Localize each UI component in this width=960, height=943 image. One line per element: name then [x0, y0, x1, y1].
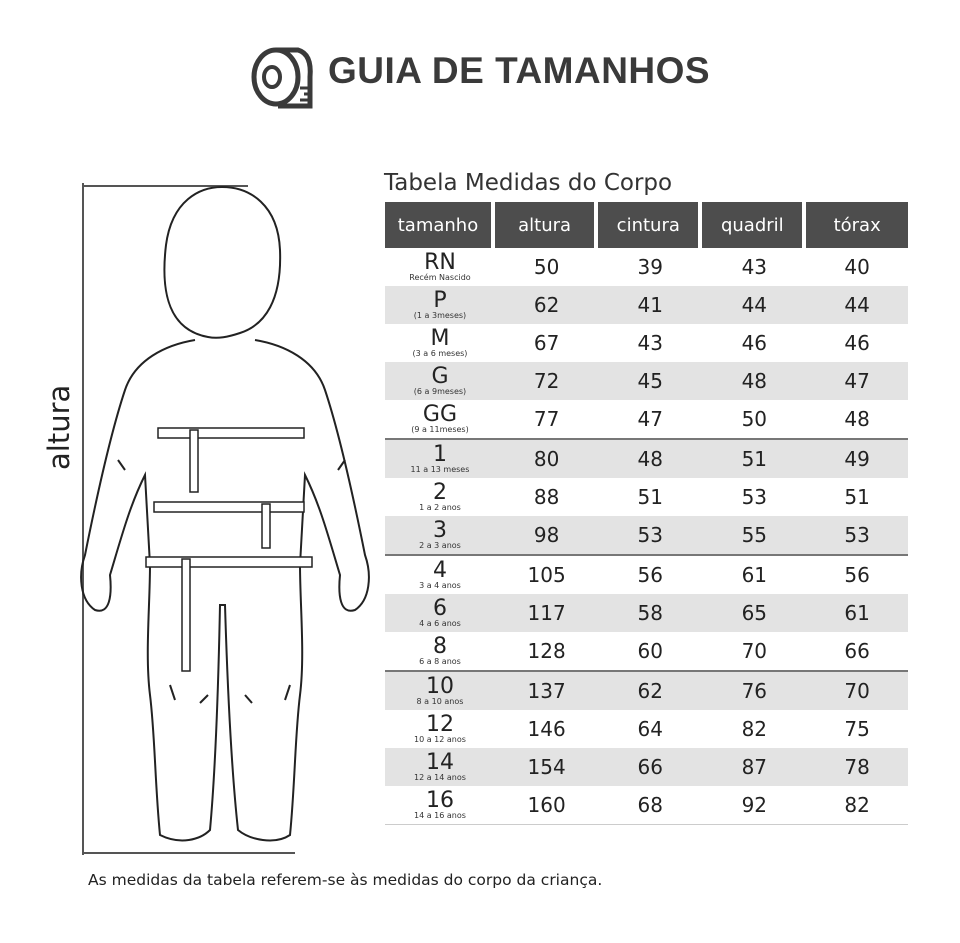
altura-value: 77	[533, 407, 560, 431]
table-row	[385, 594, 908, 632]
size-age-range: 10 a 12 anos	[414, 735, 466, 744]
table-row	[385, 710, 908, 748]
size-age-range: (3 a 6 meses)	[412, 349, 468, 358]
size-cell	[385, 710, 495, 748]
quadril-value: 46	[741, 331, 768, 355]
quadril-value: 82	[741, 717, 768, 741]
torax-value: 44	[806, 286, 908, 324]
quadril-value: 50	[741, 407, 768, 431]
table-row	[385, 786, 908, 825]
torax-value: 53	[806, 516, 908, 554]
quadril-value: 87	[702, 748, 806, 786]
header	[0, 40, 960, 110]
size-label: 8	[432, 634, 447, 659]
size-cell	[385, 400, 495, 438]
cintura-value: 48	[598, 438, 702, 478]
size-label: 6	[432, 596, 447, 621]
size-age-range: 1 a 2 anos	[419, 503, 461, 512]
cintura-value: 68	[598, 786, 702, 825]
column-header-cintura: cintura	[598, 202, 702, 248]
quadril-value: 76	[702, 670, 806, 710]
torax-value: 49	[806, 438, 908, 478]
size-age-range: (1 a 3meses)	[413, 311, 467, 320]
torax-value: 48	[844, 407, 870, 431]
torax-value: 75	[844, 717, 870, 741]
size-label: GG	[422, 402, 458, 427]
table-row	[385, 400, 908, 438]
altura-value: 72	[495, 362, 598, 400]
altura-value: 88	[533, 485, 560, 509]
size-cell	[385, 670, 495, 710]
size-cell	[385, 748, 495, 786]
altura-value: 117	[495, 594, 598, 632]
measuring-tape-icon	[250, 44, 318, 110]
size-age-range: Recém Nascido	[409, 273, 471, 282]
altura-value: 67	[533, 331, 560, 355]
altura-value: 137	[495, 670, 598, 710]
cintura-value: 51	[637, 485, 663, 509]
altura-value: 62	[495, 286, 598, 324]
size-label: 4	[432, 558, 447, 583]
column-header-torax: tórax	[806, 202, 908, 248]
table-row	[385, 362, 908, 400]
altura-value: 50	[533, 255, 560, 279]
size-age-range: 4 a 6 anos	[419, 619, 461, 628]
size-cell	[385, 324, 495, 362]
footnote: As medidas da tabela referem-se às medidas do corpo da criança.	[88, 871, 603, 889]
cintura-value: 64	[637, 717, 663, 741]
size-cell	[385, 478, 495, 516]
altura-value: 80	[495, 438, 598, 478]
cintura-value: 45	[598, 362, 702, 400]
table-row	[385, 632, 908, 670]
cintura-value: 39	[637, 255, 663, 279]
table-row	[385, 516, 908, 554]
size-label: M	[430, 326, 450, 351]
size-table	[385, 202, 908, 825]
column-header-tamanho: tamanho	[385, 202, 495, 248]
quadril-value: 48	[702, 362, 806, 400]
torax-value: 66	[844, 639, 870, 663]
table-row	[385, 670, 908, 710]
size-label: 1	[432, 442, 447, 467]
altura-value: 146	[527, 717, 566, 741]
size-label: 3	[432, 518, 447, 543]
quadril-value: 44	[702, 286, 806, 324]
size-cell	[385, 594, 495, 632]
torax-value: 70	[806, 670, 908, 710]
size-cell	[385, 554, 495, 594]
altura-value: 128	[527, 639, 566, 663]
quadril-value: 92	[702, 786, 806, 825]
table-row	[385, 438, 908, 478]
size-age-range: 14 a 16 anos	[414, 811, 466, 820]
size-cell	[385, 438, 495, 478]
column-header-quadril: quadril	[702, 202, 806, 248]
quadril-value: 53	[741, 485, 768, 509]
table-title: Tabela Medidas do Corpo	[384, 170, 673, 196]
table-row	[385, 748, 908, 786]
size-cell	[385, 786, 495, 825]
quadril-value: 70	[741, 639, 768, 663]
torax-value: 82	[806, 786, 908, 825]
altura-value: 105	[495, 554, 598, 594]
size-label: G	[431, 364, 449, 389]
torax-value: 40	[844, 255, 870, 279]
size-age-range: 3 a 4 anos	[419, 581, 461, 590]
table-row	[385, 478, 908, 516]
size-age-range: 12 a 14 anos	[414, 773, 466, 782]
cintura-value: 56	[598, 554, 702, 594]
cintura-value: 60	[637, 639, 663, 663]
cintura-value: 53	[598, 516, 702, 554]
torax-value: 46	[844, 331, 870, 355]
size-label: 10	[425, 674, 454, 699]
torax-value: 61	[806, 594, 908, 632]
torax-value: 78	[806, 748, 908, 786]
size-cell	[385, 248, 495, 286]
quadril-value: 65	[702, 594, 806, 632]
cintura-value: 47	[637, 407, 663, 431]
cintura-value: 41	[598, 286, 702, 324]
quadril-value: 43	[741, 255, 768, 279]
size-cell	[385, 362, 495, 400]
child-body-illustration	[50, 175, 390, 865]
table-row	[385, 286, 908, 324]
size-age-range: (6 a 9meses)	[413, 387, 467, 396]
table-row	[385, 248, 908, 286]
quadril-value: 61	[702, 554, 806, 594]
quadril-value: 55	[702, 516, 806, 554]
height-label: altura	[42, 384, 76, 470]
altura-value: 98	[495, 516, 598, 554]
cintura-value: 58	[598, 594, 702, 632]
page-title: GUIA DE TAMANHOS	[328, 50, 711, 91]
cintura-value: 62	[598, 670, 702, 710]
column-header-altura: altura	[495, 202, 598, 248]
size-label: RN	[424, 250, 456, 275]
size-cell	[385, 286, 495, 324]
cintura-value: 43	[637, 331, 663, 355]
size-age-range: 2 a 3 anos	[419, 541, 461, 550]
cintura-value: 66	[598, 748, 702, 786]
size-age-range: 8 a 10 anos	[416, 697, 464, 706]
size-label: 14	[425, 750, 454, 775]
torax-value: 56	[806, 554, 908, 594]
table-row	[385, 324, 908, 362]
size-age-range: 11 a 13 meses	[410, 465, 470, 474]
table-header-row	[385, 202, 908, 248]
size-label: 2	[432, 480, 447, 505]
size-age-range: 6 a 8 anos	[419, 657, 461, 666]
size-cell	[385, 632, 495, 670]
altura-value: 160	[495, 786, 598, 825]
table-row	[385, 554, 908, 594]
altura-value: 154	[495, 748, 598, 786]
size-cell	[385, 516, 495, 554]
size-label: 12	[425, 712, 454, 737]
size-age-range: (9 a 11meses)	[411, 425, 469, 434]
torax-value: 47	[806, 362, 908, 400]
size-label: P	[433, 288, 447, 313]
torax-value: 51	[844, 485, 870, 509]
size-label: 16	[425, 788, 454, 813]
quadril-value: 51	[702, 438, 806, 478]
